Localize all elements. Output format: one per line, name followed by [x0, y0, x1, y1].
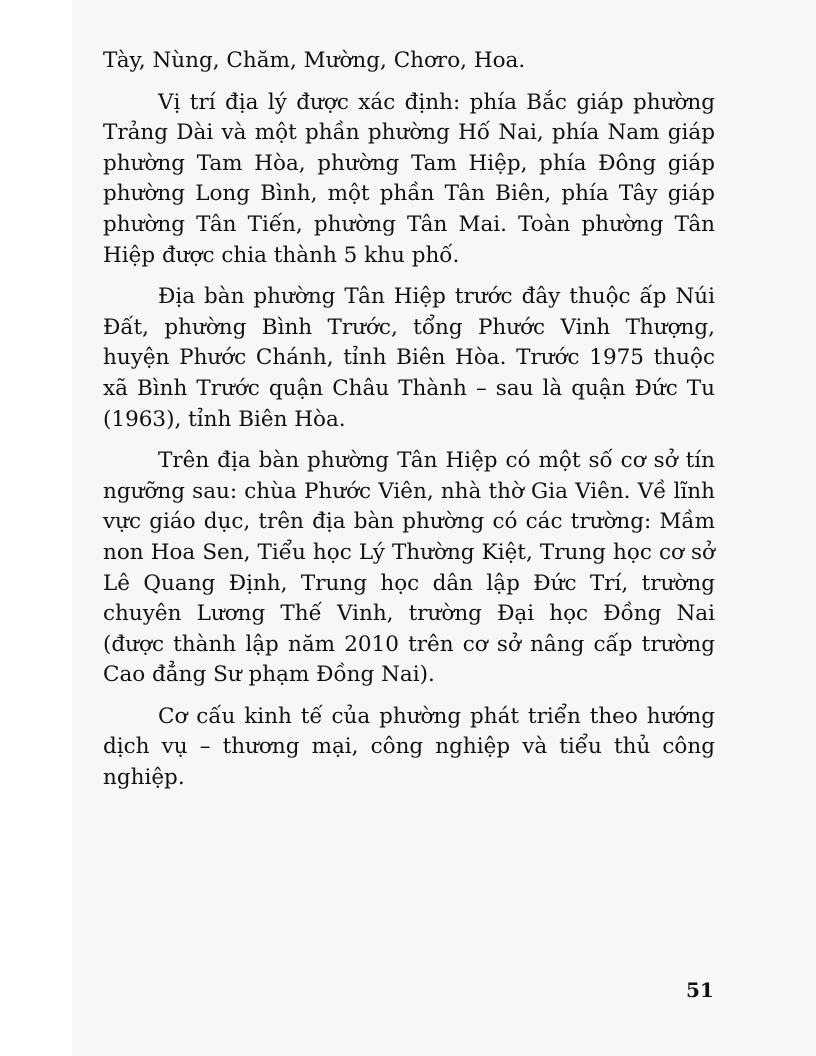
- paragraph-continuation: Tày, Nùng, Chăm, Mường, Chơro, Hoa.: [103, 48, 526, 73]
- paragraph-economy: Cơ cấu kinh tế của phường phát triển theo hướng dịch vụ – thương mại, công nghiệp và tiểu thủ công nghiệp.: [103, 703, 715, 791]
- paragraph-history: Địa bàn phường Tân Hiệp trước đây thuộc ấp Núi Đất, phường Bình Trước, tổng Phước Vinh Thượng, huyện Phước Chánh, tỉnh Biên Hòa. Trước 1975 thuộc xã Bình Trước quận Châu Thành – sau là quận Đức Tu (1963), tỉnh Biên Hòa.: [103, 284, 715, 432]
- document-body: [103, 46, 715, 794]
- page-number: 51: [686, 978, 714, 1002]
- paragraph-institutions: Trên địa bàn phường Tân Hiệp có một số cơ sở tín ngưỡng sau: chùa Phước Viên, nhà thờ Gia Viên. Về lĩnh vực giáo dục, trên địa bàn phường có các trường: Mầm non Hoa Sen, Tiểu học Lý Thường Kiệt, Trung học cơ sở Lê Quang Định, Trung học dân lập Đức Trí, trường chuyên Lương Thế Vinh, trường Đại học Đồng Nai (được thành lập năm 2010 trên cơ sở nâng cấp trường Cao đẳng Sư phạm Đồng Nai).: [103, 448, 715, 688]
- paragraph-location: Vị trí địa lý được xác định: phía Bắc giáp phường Trảng Dài và một phần phường Hố Nai, phía Nam giáp phường Tam Hòa, phường Tam Hiệp, phía Đông giáp phường Long Bình, một phần Tân Biên, phía Tây giáp phường Tân Tiến, phường Tân Mai. Toàn phường Tân Hiệp được chia thành 5 khu phố.: [103, 89, 715, 268]
